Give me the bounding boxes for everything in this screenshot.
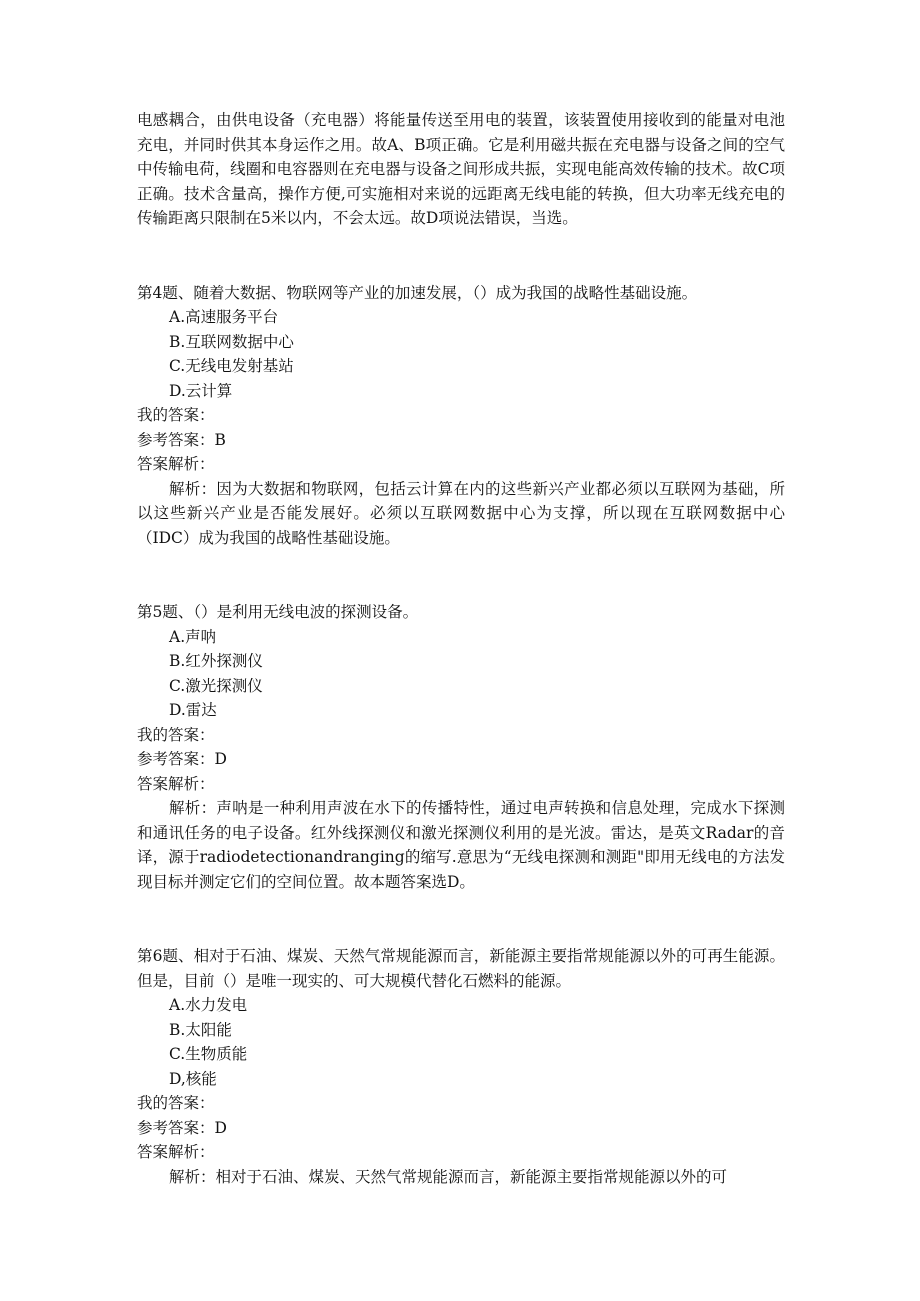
my-answer-label: 我的答案：: [137, 406, 215, 424]
intro-paragraph: 电感耦合，由供电设备（充电器）将能量传送至用电的装置，该装置使用接收到的能量对电池充电，并同时供其本身运作之用。故A、B项正确。它是利用磁共振在充电器与设备之间的空气中传输电荷，线圈和电容器则在充电器与设备之间形成共振，实现电能高效传输的技术。故C项正确。技术含量高，操作方便,可实施相对来说的远距离无线电能的转换，但大功率无线充电的传输距离只限制在5米以内，不会太远。故D项说法错误，当选。: [137, 111, 785, 227]
reference-answer: 参考答案：D: [137, 750, 227, 768]
option-b: B.红外探测仪: [169, 652, 263, 670]
option-c: C.生物质能: [169, 1045, 248, 1063]
option-c: C.激光探测仪: [169, 676, 263, 695]
analysis-text: 解析：相对于石油、煤炭、天然气常规能源而言，新能源主要指常规能源以外的可: [169, 1167, 728, 1186]
option-list: [137, 305, 785, 403]
option-a: A.高速服务平台: [169, 308, 279, 326]
question-stem: 第4题、随着大数据、物联网等产业的加速发展，（）成为我国的战略性基础设施。: [137, 283, 698, 302]
question-6: [137, 944, 785, 1189]
question-stem: 第6题、相对于石油、煤炭、天然气常规能源而言，新能源主要指常规能源以外的可再生能源。但是，目前（）是唯一现实的、可大规模代替化石燃料的能源。: [137, 947, 785, 990]
option-d: D.雷达: [169, 701, 217, 719]
my-answer-label: 我的答案：: [137, 1094, 215, 1112]
option-b: B.太阳能: [169, 1020, 232, 1039]
option-d: D.云计算: [169, 381, 233, 400]
analysis-text: 解析：声呐是一种利用声波在水下的传播特性，通过电声转换和信息处理，完成水下探测和通讯任务的电子设备。红外线探测仪和激光探测仪利用的是光波。雷达，是英文Radar的音译，源于radiodetectionandranging的缩写.意思为“无线电探测和测距"即用无线电的方法发现目标并测定它们的空间位置。故本题答案选D。: [137, 799, 785, 891]
question-4: [137, 281, 785, 551]
option-c: C.无线电发射基站: [169, 357, 294, 375]
analysis-text: 解析：因为大数据和物联网，包括云计算在内的这些新兴产业都必须以互联网为基础，所以这些新兴产业是否能发展好。必须以互联网数据中心为支撑，所以现在互联网数据中心（IDC）成为我国的战略性基础设施。: [137, 479, 785, 547]
option-d: D,核能: [169, 1069, 217, 1088]
analysis-label: 答案解析：: [137, 774, 215, 793]
analysis-label: 答案解析：: [137, 1143, 215, 1161]
reference-answer: 参考答案：B: [137, 430, 226, 449]
question-stem: 第5题、（）是利用无线电波的探测设备。: [137, 603, 419, 621]
document-page: [137, 100, 785, 1189]
option-a: A.声呐: [169, 627, 217, 646]
option-list: [137, 993, 785, 1091]
option-list: [137, 625, 785, 723]
reference-answer: 参考答案：D: [137, 1118, 227, 1137]
option-a: A.水力发电: [169, 996, 248, 1014]
option-b: B.互联网数据中心: [169, 332, 294, 351]
my-answer-label: 我的答案：: [137, 725, 215, 744]
question-5: [137, 600, 785, 894]
analysis-label: 答案解析：: [137, 455, 215, 473]
